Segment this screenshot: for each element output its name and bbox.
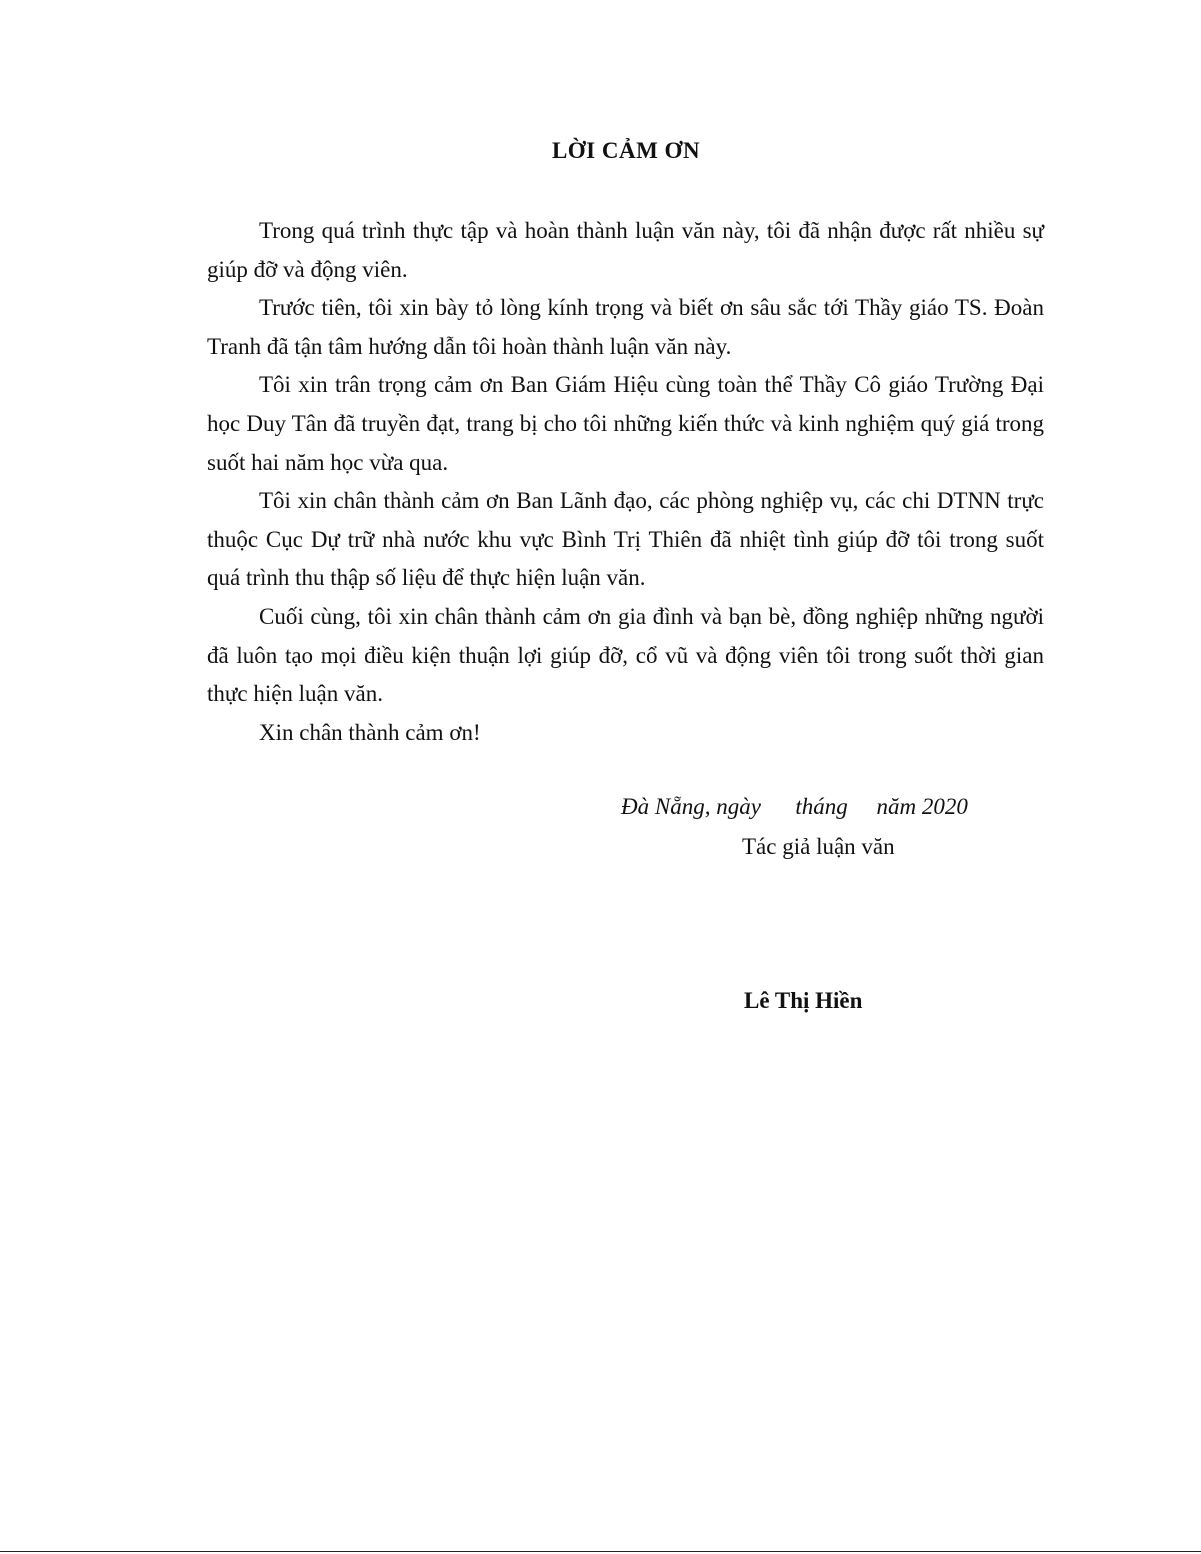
page-title: LỜI CẢM ƠN (551, 138, 701, 163)
paragraph-4: Tôi xin chân thành cảm ơn Ban Lãnh đạo, các phòng nghiệp vụ, các chi DTNN trực thuộc Cục Dự trữ nhà nước khu vực Bình Trị Thiên đã nhiệt tình giúp đỡ tôi trong suốt quá trình thu thập số liệu để thực hiện luận văn. (207, 488, 1044, 591)
paragraph-1: Trong quá trình thực tập và hoàn thành luận văn này, tôi đã nhận được rất nhiều sự giúp đỡ và động viên. (207, 218, 1044, 282)
paragraph-2: Trước tiên, tôi xin bày tỏ lòng kính trọng và biết ơn sâu sắc tới Thầy giáo TS. Đoàn Tranh đã tận tâm hướng dẫn tôi hoàn thành luận văn này. (207, 295, 1044, 359)
paragraph-5: Cuối cùng, tôi xin chân thành cảm ơn gia đình và bạn bè, đồng nghiệp những người đã luôn tạo mọi điều kiện thuận lợi giúp đỡ, cổ vũ và động viên tôi trong suốt thời gian thực hiện luận văn. (207, 603, 1044, 707)
author-label: Tác giả luận văn (742, 834, 895, 859)
page-bottom-rule (0, 1551, 1201, 1552)
author-name: Lê Thị Hiền (744, 988, 863, 1013)
place-date-line: Đà Nẵng, ngày tháng năm 2020 (621, 794, 968, 819)
acknowledgement-body (207, 212, 1044, 752)
paragraph-3: Tôi xin trân trọng cảm ơn Ban Giám Hiệu cùng toàn thể Thầy Cô giáo Trường Đại học Duy Tân đã truyền đạt, trang bị cho tôi những kiến thức và kinh nghiệm quý giá trong suốt hai năm học vừa qua. (207, 372, 1044, 475)
paragraph-6: Xin chân thành cảm ơn! (259, 719, 481, 745)
